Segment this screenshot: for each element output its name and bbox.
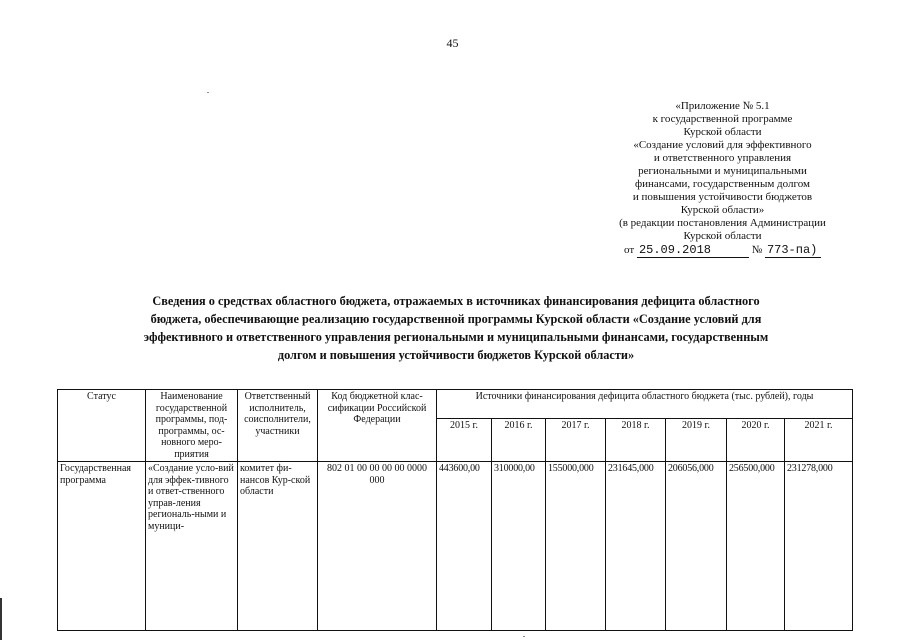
appendix-line: «Приложение № 5.1 bbox=[675, 100, 770, 112]
cell-value-2020: 256500,000 bbox=[727, 462, 785, 631]
appendix-line: Курской области bbox=[683, 230, 762, 242]
number-prefix: № bbox=[751, 244, 763, 256]
cell-value-2018: 231645,000 bbox=[606, 462, 666, 631]
header-year: 2017 г. bbox=[546, 419, 606, 462]
resolution-date: 25.09.2018 bbox=[637, 244, 749, 258]
header-program-name: Наименование государственной программы, под-программы, ос-новного меро-приятия bbox=[146, 390, 238, 462]
document-title bbox=[66, 292, 846, 364]
appendix-header bbox=[590, 100, 855, 258]
cell-executor: комитет фи-нансов Кур-ской области bbox=[238, 462, 318, 631]
header-year: 2018 г. bbox=[606, 419, 666, 462]
resolution-number: 773-па) bbox=[765, 244, 821, 258]
header-status: Статус bbox=[58, 390, 146, 462]
appendix-line: и повышения устойчивости бюджетов bbox=[632, 191, 813, 203]
header-year: 2020 г. bbox=[727, 419, 785, 462]
date-prefix: от bbox=[624, 244, 635, 256]
appendix-line: к государственной программе bbox=[652, 113, 793, 125]
header-year: 2021 г. bbox=[785, 419, 853, 462]
title-line: долгом и повышения устойчивости бюджетов Курской области» bbox=[277, 348, 635, 362]
cell-value-2017: 155000,000 bbox=[546, 462, 606, 631]
page-number: 45 bbox=[446, 36, 459, 50]
appendix-line: Курской области bbox=[683, 126, 762, 138]
title-line: Сведения о средствах областного бюджета, отражаемых в источниках финансирования дефицита областного bbox=[152, 294, 760, 308]
appendix-line: (в редакции постановления Администрации bbox=[619, 217, 826, 229]
cell-value-2015: 443600,00 bbox=[437, 462, 492, 631]
appendix-line: и ответственного управления bbox=[653, 152, 792, 164]
scan-dust-mark bbox=[523, 636, 525, 637]
cell-status: Государственная программа bbox=[58, 462, 146, 631]
header-executor: Ответственный исполнитель, соисполнители, участники bbox=[238, 390, 318, 462]
cell-value-2019: 206056,000 bbox=[666, 462, 727, 631]
scan-dust-mark bbox=[207, 92, 209, 93]
cell-value-2016: 310000,00 bbox=[492, 462, 546, 631]
title-line: бюджета, обеспечивающие реализацию государственной программы Курской области «Создание условий для bbox=[150, 312, 762, 326]
table-row bbox=[58, 462, 853, 631]
header-year: 2016 г. bbox=[492, 419, 546, 462]
header-year: 2019 г. bbox=[666, 419, 727, 462]
cell-value-2021: 231278,000 bbox=[785, 462, 853, 631]
appendix-line: региональными и муниципальными bbox=[638, 165, 807, 177]
title-line: эффективного и ответственного управления региональными и муниципальными финансами, государственным bbox=[143, 330, 769, 344]
budget-sources-table bbox=[57, 389, 853, 631]
header-year: 2015 г. bbox=[437, 419, 492, 462]
cell-budget-code: 802 01 00 00 00 00 0000 000 bbox=[318, 462, 437, 631]
scan-edge-mark bbox=[0, 598, 2, 640]
cell-program-name: «Создание усло-вий для эффек-тивного и ответ-ственного управ-ления региональ-ными и муници- bbox=[146, 462, 238, 631]
resolution-date-line bbox=[590, 244, 855, 258]
appendix-line: финансами, государственным долгом bbox=[635, 178, 810, 190]
header-budget-code: Код бюджетной клас-сификации Российской Федерации bbox=[318, 390, 437, 462]
appendix-line: «Создание условий для эффективного bbox=[633, 139, 812, 151]
appendix-line: Курской области» bbox=[680, 204, 765, 216]
header-financing-sources: Источники финансирования дефицита областного бюджета (тыс. рублей), годы bbox=[437, 390, 853, 419]
